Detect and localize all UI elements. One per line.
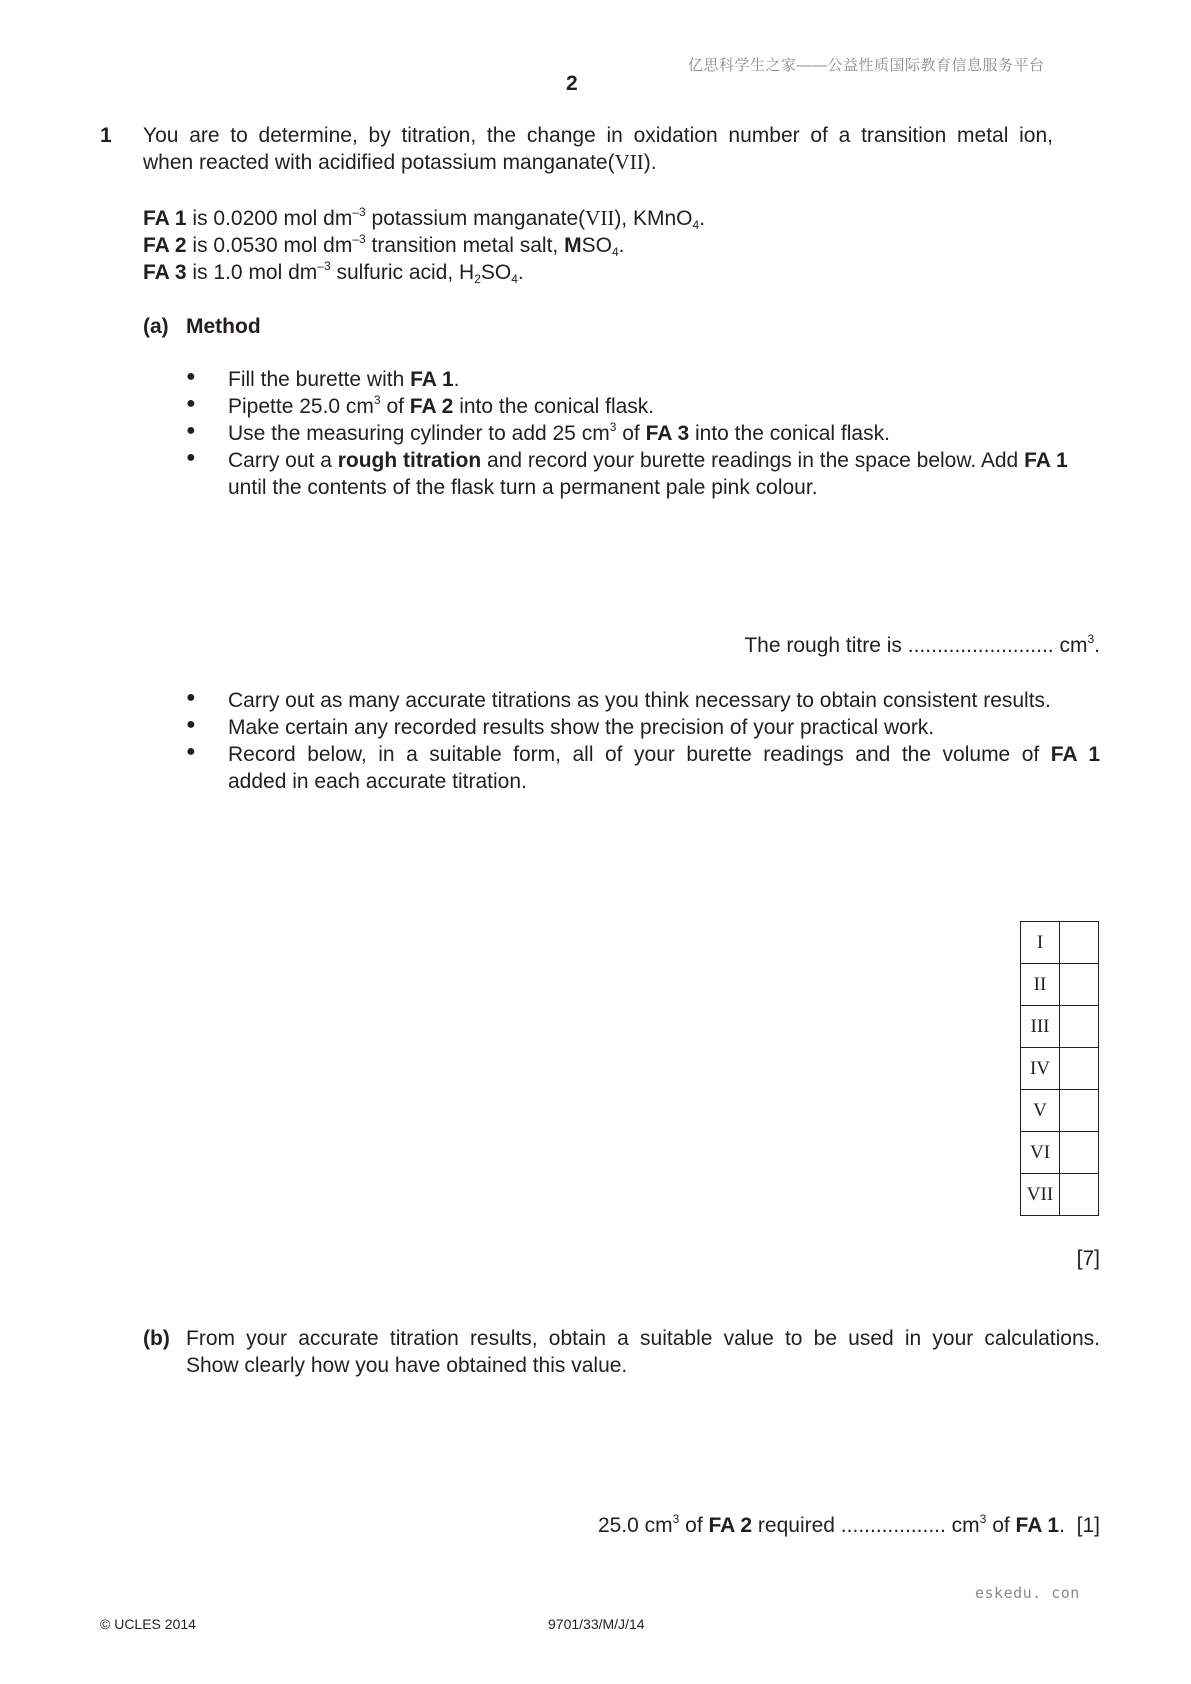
- part-b-line1: From your accurate titration results, obtain a suitable value to be used in your calculations.: [186, 1327, 1100, 1350]
- part-b-label: (b): [143, 1327, 170, 1350]
- method-step-4-line2: until the contents of the flask turn a permanent pale pink colour.: [228, 476, 818, 499]
- method-step-6: Make certain any recorded results show the precision of your practical work.: [228, 716, 935, 739]
- bullet-4: ●: [186, 449, 196, 466]
- mark-box: [1060, 1132, 1099, 1174]
- part-a-heading: Method: [186, 315, 261, 338]
- mark-box: [1060, 1048, 1099, 1090]
- mark-box: [1060, 1006, 1099, 1048]
- question-intro-line1: You are to determine, by titration, the change in oxidation number of a transition metal ion,: [143, 124, 1053, 147]
- mark-box-row: [1021, 1174, 1099, 1216]
- mark-box-label: VI: [1021, 1132, 1060, 1174]
- part-b-line2: Show clearly how you have obtained this value.: [186, 1354, 628, 1377]
- bullet-3: ●: [186, 422, 196, 439]
- method-step-1: Fill the burette with FA 1.: [228, 368, 460, 391]
- method-step-7-line2: added in each accurate titration.: [228, 770, 527, 793]
- copyright: © UCLES 2014: [100, 1616, 196, 1632]
- bullet-6: ●: [186, 716, 196, 733]
- mark-box: [1060, 922, 1099, 964]
- part-a-label: (a): [143, 315, 169, 338]
- mark-box-row: [1021, 1048, 1099, 1090]
- method-step-4-line1: Carry out a rough titration and record your burette readings in the space below. Add FA 1: [228, 449, 1068, 472]
- fa3-description: FA 3 is 1.0 mol $dm^{-3}$ sulfuric acid, $H_2SO_4$.: [143, 259, 524, 286]
- mark-box-label: I: [1021, 922, 1060, 964]
- part-b-answer-line: 25.0 $cm^3$ of FA 2 required .................. $cm^3$ of FA 1. [1]: [597, 1512, 1100, 1537]
- mark-box-row: [1021, 1132, 1099, 1174]
- page-number: 2: [566, 72, 578, 95]
- watermark-bottom: eskedu. con: [975, 1584, 1080, 1602]
- paper-code: 9701/33/M/J/14: [548, 1616, 645, 1632]
- part-b-marks: [1]: [1076, 1514, 1100, 1537]
- mark-box-label: VII: [1021, 1174, 1060, 1216]
- method-step-5: Carry out as many accurate titrations as you think necessary to obtain consistent results.: [228, 689, 1051, 712]
- bullet-2: ●: [186, 395, 196, 412]
- method-step-2: Pipette 25.0 $cm^3$ of FA 2 into the conical flask.: [228, 393, 655, 418]
- examiner-mark-boxes: [1020, 921, 1099, 1216]
- mark-box-row: [1021, 964, 1099, 1006]
- method-step-7-line1: Record below, in a suitable form, all of your burette readings and the volume of FA 1: [228, 743, 1101, 766]
- mark-box: [1060, 1090, 1099, 1132]
- watermark-top: 亿思科学生之家——公益性质国际教育信息服务平台: [688, 57, 1045, 74]
- mark-box-row: [1021, 1090, 1099, 1132]
- mark-box-label: III: [1021, 1006, 1060, 1048]
- mark-box-label: IV: [1021, 1048, 1060, 1090]
- method-step-3: Use the measuring cylinder to add 25 $cm^3$ of FA 3 into the conical flask.: [228, 420, 890, 445]
- rough-titre-answer-line: The rough titre is ......................... $cm^3$.: [744, 632, 1100, 657]
- fa1-description: FA 1 is 0.0200 mol $dm^{-3}$ potassium manganate(VII), KMnO$_4$.: [143, 205, 706, 232]
- fa2-description: FA 2 is 0.0530 mol $dm^{-3}$ transition metal salt, $MSO_4$.: [143, 232, 625, 259]
- mark-box-row: [1021, 1006, 1099, 1048]
- bullet-7: ●: [186, 743, 196, 760]
- mark-box-label: V: [1021, 1090, 1060, 1132]
- mark-box: [1060, 1174, 1099, 1216]
- mark-box-row: [1021, 922, 1099, 964]
- question-number: 1: [100, 124, 112, 147]
- question-intro-line2: when reacted with acidified potassium manganate(VII).: [143, 150, 657, 174]
- part-a-marks: [7]: [1076, 1247, 1100, 1270]
- mark-box: [1060, 964, 1099, 1006]
- mark-box-label: II: [1021, 964, 1060, 1006]
- bullet-1: ●: [186, 368, 196, 385]
- bullet-5: ●: [186, 689, 196, 706]
